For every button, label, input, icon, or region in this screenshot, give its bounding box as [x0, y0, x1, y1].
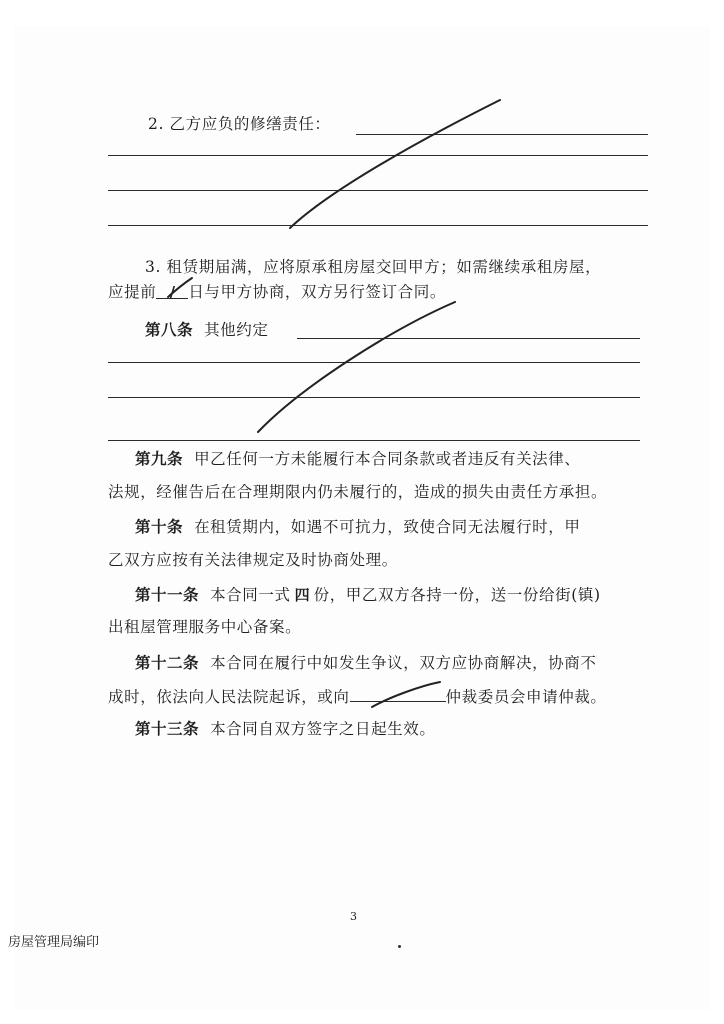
- clause-10-line1: [135, 515, 580, 537]
- clause-12-heading: 第十二条: [135, 654, 200, 672]
- clause-13-heading: 第十三条: [135, 720, 200, 738]
- clause-12-line1-text: 本合同在履行中如发生争议，双方应协商解决，协商不: [210, 654, 597, 672]
- scan-speck: [398, 945, 401, 948]
- blank-line: [297, 338, 640, 339]
- clause-10-line2-text: 乙双方应按有关法律规定及时协商处理。: [108, 551, 398, 569]
- clause-10-heading: 第十条: [135, 518, 184, 536]
- clause-11-line1-after: 份，甲乙双方各持一份，送一份给街(镇): [313, 586, 601, 604]
- clause-9-line1-text: 甲乙任何一方未能履行本合同条款或者违反有关法律、: [194, 450, 581, 468]
- blank-line: [108, 190, 648, 191]
- clause-12-line2-before: 成时，依法向人民法院起诉，或向: [108, 688, 350, 706]
- clause-8: [145, 318, 268, 340]
- clause-11-heading: 第十一条: [135, 586, 200, 604]
- blank-line: [108, 397, 640, 398]
- clause-7-item-2: [148, 112, 331, 134]
- clause-7-item-2-text: 2. 乙方应负的修缮责任：: [148, 115, 331, 133]
- clause-12-line2: [108, 685, 607, 707]
- days-handwritten-mark: /: [169, 283, 176, 301]
- arbitration-blank: [350, 686, 446, 702]
- clause-9-line2: [108, 480, 607, 502]
- clause-10-line1-text: 在租赁期内，如遇不可抗力，致使合同无法履行时，甲: [194, 518, 581, 536]
- clause-13-text: 本合同自双方签字之日起生效。: [210, 720, 436, 738]
- clause-8-text: 其他约定: [204, 321, 269, 339]
- clause-7-item-3-after: 日与甲方协商，双方另行签订合同。: [188, 283, 446, 301]
- clause-9-line1: [135, 447, 580, 469]
- clause-9-heading: 第九条: [135, 450, 184, 468]
- days-blank: [156, 283, 188, 299]
- page-number: 3: [350, 910, 357, 923]
- clause-8-heading: 第八条: [145, 321, 194, 339]
- clause-7-item-3-before: 应提前: [108, 283, 157, 301]
- clause-11-line1: [135, 583, 601, 605]
- clause-12-line2-after: 仲裁委员会申请仲裁。: [445, 688, 607, 706]
- blank-line: [356, 134, 648, 135]
- clause-7-item-3-line1-text: 3. 租赁期届满，应将原承租房屋交回甲方；如需继续承租房屋，: [145, 258, 602, 276]
- clause-11-line2-text: 出租屋管理服务中心备案。: [108, 618, 302, 636]
- clause-7-item-3-line2: [108, 280, 446, 302]
- clause-7-item-3-line1: [145, 255, 601, 277]
- blank-line: [108, 362, 640, 363]
- copies-handwritten: 四: [294, 586, 310, 604]
- clause-9-line2-text: 法规，经催告后在合理期限内仍未履行的，造成的损失由责任方承担。: [108, 483, 608, 501]
- blank-line: [108, 440, 640, 441]
- blank-line: [108, 155, 648, 156]
- clause-11-line1-before: 本合同一式: [210, 586, 291, 604]
- clause-13: [135, 717, 435, 739]
- blank-line: [108, 225, 648, 226]
- clause-11-line2: [108, 615, 301, 637]
- publisher-footer: 房屋管理局编印: [8, 935, 100, 950]
- clause-10-line2: [108, 548, 398, 570]
- clause-12-line1: [135, 651, 596, 673]
